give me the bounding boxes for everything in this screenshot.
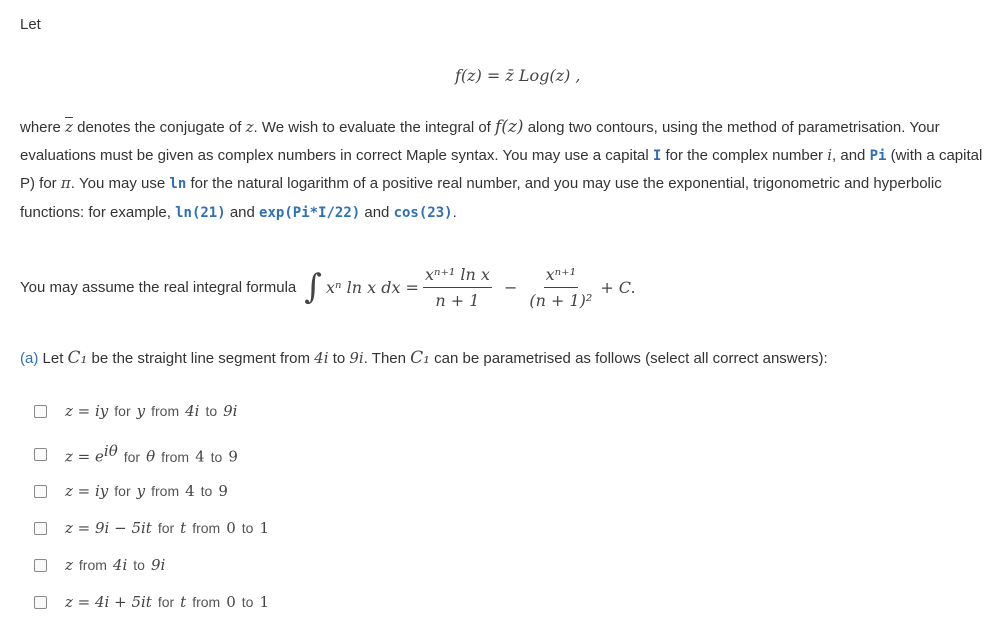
desc-text-2: denotes the conjugate of (77, 119, 242, 136)
desc-text-4: along two contours, using the method of parametrisation. Your evaluations must be given as complex numbers in correct Maple syntax. You may use a capital (20, 119, 940, 164)
question-a-text-5: can be parametrised as follows (select all correct answers): (434, 350, 828, 367)
desc-text-12: . (452, 203, 457, 221)
c1-symbol: C₁ (67, 348, 88, 368)
desc-text-1: where (20, 119, 61, 136)
option-1-var: y (136, 402, 146, 420)
question-a-text-1: Let (42, 350, 64, 367)
zbar-symbol: $\overline{z}$ (65, 118, 73, 136)
option-5-kw-to: to (133, 557, 145, 573)
option-1-kw-to: to (205, 403, 218, 419)
option-3-start: 4 (185, 482, 195, 500)
desc-text-9: for the natural logarithm of a positive real number, and you may use the exponential, trigonometric and hyperbolic functions: for example, (20, 175, 942, 221)
option-4[interactable] (34, 518, 269, 538)
fz-symbol: f(z) (495, 117, 524, 137)
fraction-1-numerator: xⁿ⁺¹ ln x (423, 265, 492, 288)
intro-let: Let (20, 16, 41, 33)
option-5[interactable] (34, 555, 165, 575)
option-2-checkbox[interactable] (34, 448, 47, 461)
option-6-kw-from: from (192, 594, 221, 610)
code-example-1: ln(21) (175, 204, 226, 221)
option-2[interactable] (34, 442, 238, 466)
code-ln: ln (169, 176, 187, 192)
option-4-kw-from: from (192, 520, 221, 536)
option-3[interactable] (34, 481, 228, 501)
code-I: I (652, 147, 662, 164)
question-a (20, 348, 828, 368)
to-point: 9i (349, 349, 364, 367)
option-2-kw-to: to (210, 448, 223, 465)
question-a-text-2: be the straight line segment from (91, 350, 310, 367)
option-3-kw-for: for (114, 483, 131, 499)
option-3-kw-from: from (151, 483, 180, 499)
question-a-text-3: to (332, 350, 346, 367)
desc-text-5: for the complex number (665, 146, 824, 164)
option-6-kw-to: to (241, 594, 254, 610)
option-2-start: 4 (195, 447, 205, 466)
option-6-expr: z = 4i + 5it (65, 593, 152, 611)
option-5-checkbox[interactable] (34, 559, 47, 572)
fraction-2-numerator: xⁿ⁺¹ (544, 265, 578, 288)
question-a-label: (a) (20, 350, 39, 367)
code-example-3: cos(23) (393, 204, 453, 221)
fraction-2-denominator: (n + 1)² (529, 290, 593, 310)
option-6-text (65, 593, 269, 611)
option-1-start: 4i (185, 402, 200, 420)
option-4-expr: z = 9i − 5it (65, 519, 152, 537)
option-2-kw-for: for (123, 448, 141, 465)
assumption-text: You may assume the real integral formula (20, 278, 297, 296)
code-Pi: Pi (869, 147, 887, 164)
option-3-text (65, 482, 228, 500)
option-6[interactable] (34, 592, 269, 612)
option-5-expr: z (65, 556, 73, 574)
option-4-kw-for: for (157, 520, 175, 536)
option-2-expr: z = e (65, 447, 104, 466)
fraction-1 (423, 265, 492, 310)
fraction-2 (529, 265, 592, 310)
option-1[interactable] (34, 401, 237, 421)
desc-text-6: , and (832, 146, 866, 164)
c1-symbol-2: C₁ (410, 348, 430, 368)
definition-formula: f(z) = z̄ Log(z) , (455, 66, 581, 85)
option-2-var: θ (146, 447, 156, 466)
option-3-checkbox[interactable] (34, 485, 47, 498)
option-3-expr: z = iy (65, 482, 109, 500)
option-1-kw-from: from (151, 403, 180, 419)
i-symbol: i (827, 145, 833, 164)
option-2-exponent: iθ (103, 442, 118, 461)
from-point: 4i (314, 349, 329, 367)
minus-sign: − (503, 277, 518, 297)
option-2-end: 9 (228, 447, 238, 466)
option-4-text (65, 519, 269, 537)
option-5-text (65, 556, 165, 574)
option-6-checkbox[interactable] (34, 596, 47, 609)
description-paragraph (20, 114, 995, 227)
integral-sign: ∫ (304, 267, 322, 307)
option-6-start: 0 (226, 593, 236, 611)
option-1-checkbox[interactable] (34, 405, 47, 418)
option-1-end: 9i (223, 402, 238, 420)
desc-text-3: . We wish to evaluate the integral of (253, 119, 491, 136)
option-5-start: 4i (112, 556, 128, 574)
option-1-expr: z = iy (65, 402, 109, 420)
option-6-kw-for: for (157, 594, 175, 610)
option-6-end: 1 (259, 593, 269, 611)
option-4-kw-to: to (241, 520, 254, 536)
code-example-2: exp(Pi*I/22) (259, 204, 361, 221)
option-4-start: 0 (226, 519, 236, 537)
option-4-var: t (180, 519, 187, 537)
desc-text-8: . You may use (70, 175, 166, 192)
fraction-1-denominator: n + 1 (435, 290, 480, 310)
desc-text-7: (with a capital P) for (20, 146, 983, 192)
option-1-kw-for: for (114, 403, 131, 419)
option-3-kw-to: to (200, 483, 213, 499)
pi-symbol: π (60, 174, 71, 192)
plus-constant: + C. (600, 277, 636, 297)
assumption-line (20, 258, 636, 316)
option-1-text (65, 402, 237, 420)
option-3-var: y (136, 482, 146, 500)
option-6-var: t (180, 593, 187, 611)
option-2-text (65, 442, 238, 466)
desc-text-11: and (364, 203, 390, 221)
option-4-end: 1 (259, 519, 269, 537)
integrand: xⁿ ln x dx = (325, 277, 419, 297)
option-3-end: 9 (218, 482, 228, 500)
desc-text-10: and (229, 203, 255, 221)
option-4-checkbox[interactable] (34, 522, 47, 535)
option-5-kw-from: from (78, 557, 107, 573)
option-2-kw-from: from (161, 448, 190, 465)
z-symbol: z (245, 118, 254, 136)
option-5-end: 9i (150, 556, 166, 574)
question-a-text-4: . Then (363, 350, 406, 367)
